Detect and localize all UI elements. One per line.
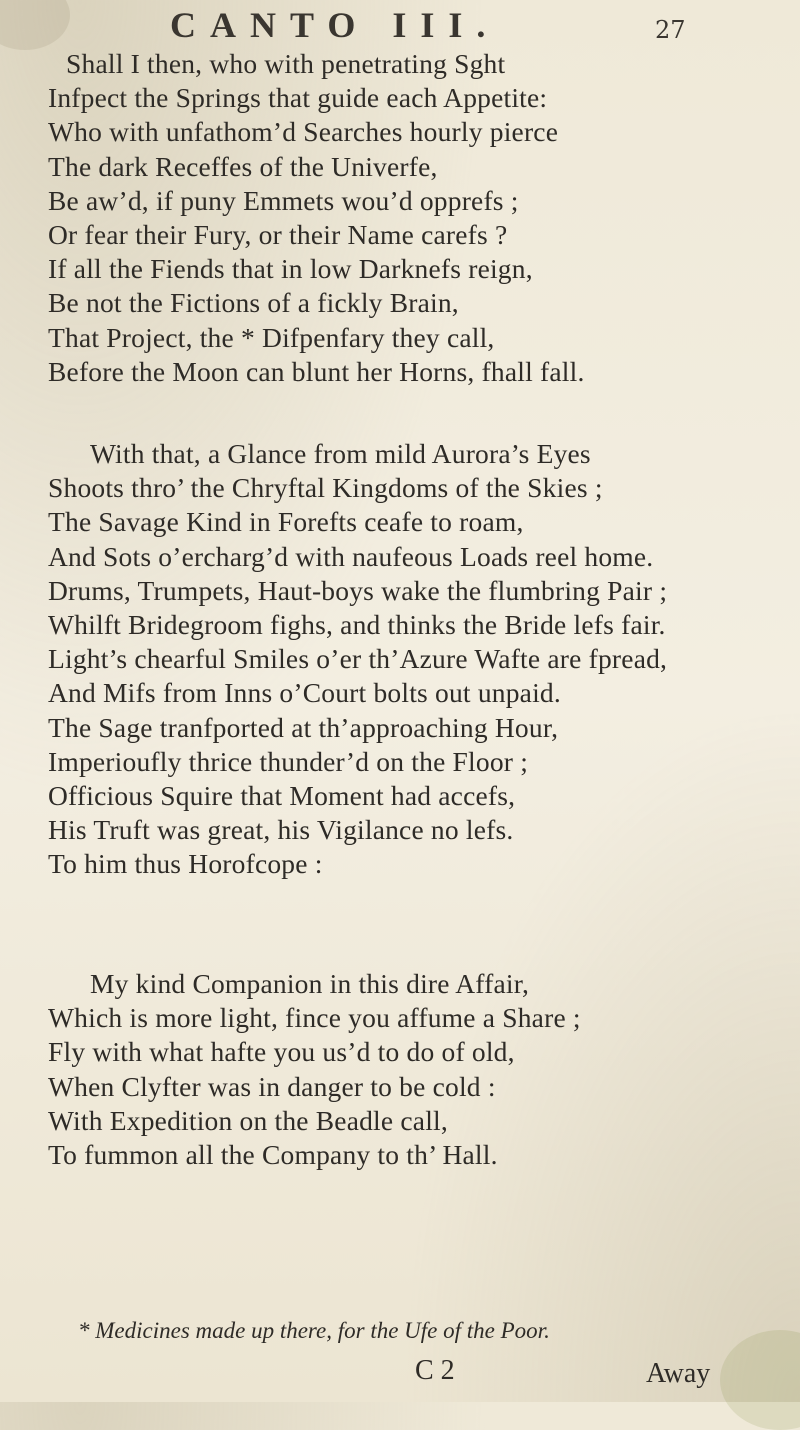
running-header bbox=[150, 4, 710, 44]
verse-line: Imperioufly thrice thunder’d on the Floor ; bbox=[48, 745, 529, 777]
verse-line: Or fear their Fury, or their Name carefs ? bbox=[48, 219, 508, 251]
verse-line: Infpect the Springs that guide each Appetite: bbox=[48, 82, 548, 114]
verse-line: Light’s chearful Smiles o’er th’Azure Wafte are fpread, bbox=[48, 643, 668, 675]
verse-line: If all the Fiends that in low Darknefs reign, bbox=[48, 253, 533, 285]
verse-line: Fly with what hafte you us’d to do of old, bbox=[48, 1036, 515, 1068]
verse-line: Whilft Bridegroom fighs, and thinks the Bride lefs fair. bbox=[48, 609, 666, 641]
verse-line: Who with unfathom’d Searches hourly pierce bbox=[48, 116, 559, 148]
paper-stain bbox=[0, 0, 70, 50]
verse-line: When Clyfter was in danger to be cold : bbox=[48, 1070, 496, 1102]
verse-line: The Savage Kind in Forefts ceafe to roam, bbox=[48, 506, 524, 538]
verse-line: Be aw’d, if puny Emmets wou’d opprefs ; bbox=[48, 184, 519, 216]
verse-line: Be not the Fictions of a fickly Brain, bbox=[48, 287, 459, 319]
verse-line: To fummon all the Company to th’ Hall. bbox=[48, 1139, 498, 1171]
footnote: * Medicines made up there, for the Ufe of the Poor. bbox=[78, 1318, 550, 1343]
verse-line: With Expedition on the Beadle call, bbox=[48, 1104, 448, 1136]
verse-line: And Mifs from Inns o’Court bolts out unpaid. bbox=[48, 677, 561, 709]
verse-line: That Project, the * Difpenfary they call, bbox=[48, 321, 495, 353]
verse-line: Which is more light, fince you affume a Share ; bbox=[48, 1002, 581, 1034]
paper-stain bbox=[720, 1330, 800, 1430]
stanza-1 bbox=[48, 47, 788, 389]
verse-line: To him thus Horofcope : bbox=[48, 848, 323, 880]
canto-heading: CANTO III. bbox=[170, 5, 500, 45]
verse-line: My kind Companion in this dire Affair, bbox=[90, 968, 530, 999]
verse-line: Drums, Trumpets, Haut-boys wake the flumbring Pair ; bbox=[48, 574, 668, 606]
verse-line: And Sots o’ercharg’d with naufeous Loads reel home. bbox=[48, 540, 654, 572]
catchword: Away bbox=[646, 1358, 711, 1389]
verse-line: His Truft was great, his Vigilance no lefs. bbox=[48, 814, 514, 846]
verse-line: The dark Receffes of the Univerfe, bbox=[48, 150, 438, 182]
verse-line: Shoots thro’ the Chryftal Kingdoms of the Skies ; bbox=[48, 472, 603, 504]
verse-line: With that, a Glance from mild Aurora’s Eyes bbox=[90, 438, 591, 469]
verse-line: The Sage tranfported at th’approaching Hour, bbox=[48, 711, 559, 743]
stanza-3 bbox=[48, 967, 788, 1172]
page-number: 27 bbox=[655, 16, 686, 44]
verse-line: Before the Moon can blunt her Horns, fhall fall. bbox=[48, 355, 585, 387]
verse-line: Shall I then, who with penetrating Sght bbox=[66, 48, 506, 79]
verse-line: Officious Squire that Moment had accefs, bbox=[48, 780, 516, 812]
signature-mark: C 2 bbox=[415, 1355, 455, 1386]
stanza-2 bbox=[48, 437, 788, 882]
